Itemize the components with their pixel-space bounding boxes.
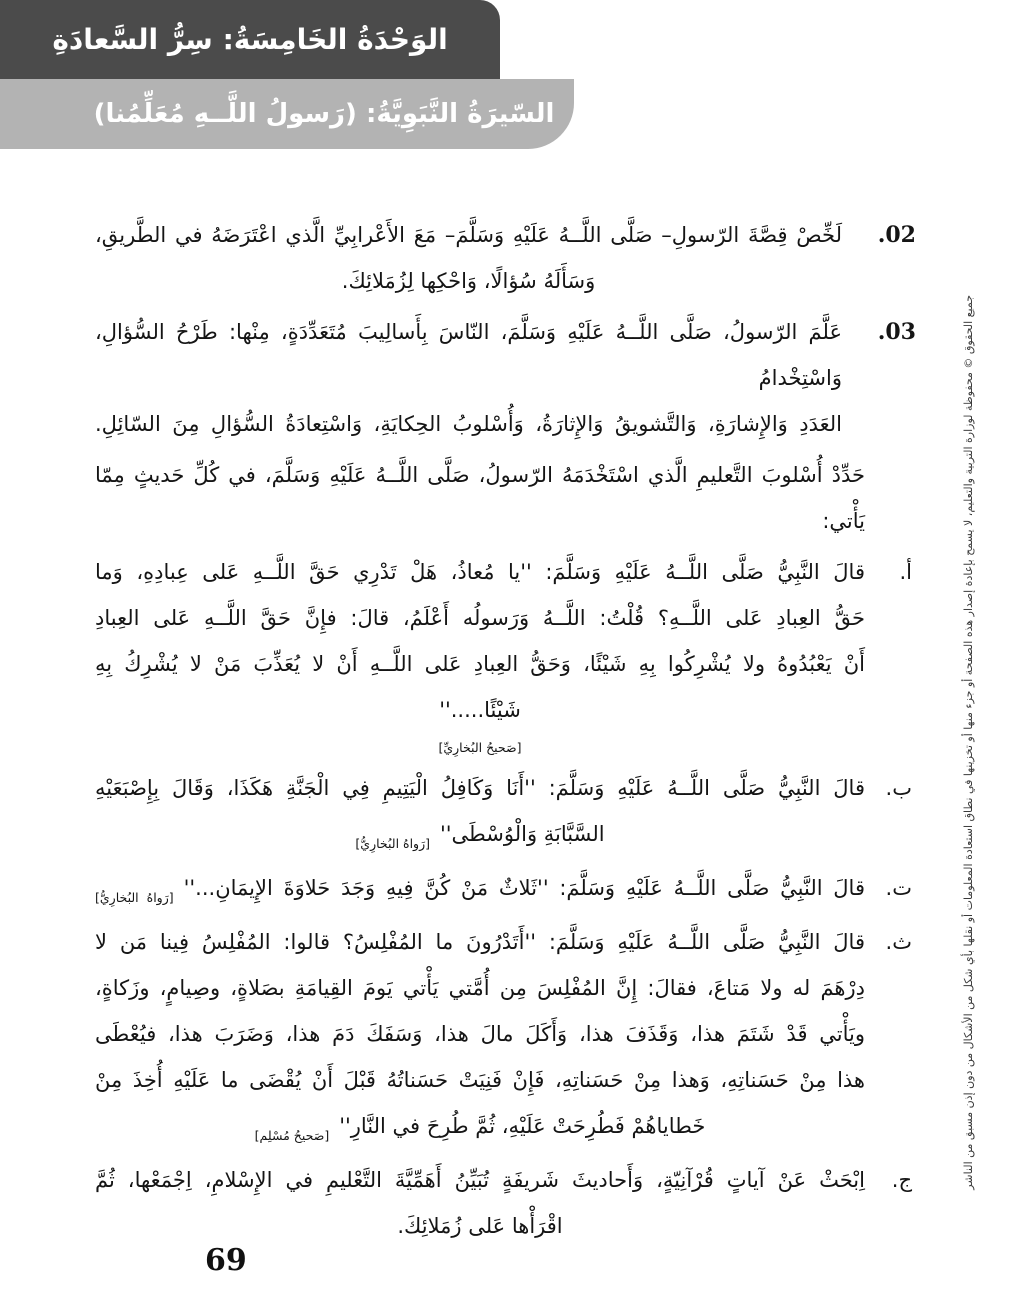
numbered-item (95, 309, 920, 447)
text-line: قالَ النَّبِيُّ صَلَّى اللَّــهُ عَلَيْهِ وَسَلَّمَ: ''أَتَدْرُونَ ما المُفْلِسُ؟ قالوا: المُفْلِسُ فِينا مَن لا (95, 930, 865, 954)
text-line: قالَ النَّبِيُّ صَلَّى اللَّــهُ عَلَيْهِ وَسَلَّمَ: ''أَنَا وَكَافِلُ الْيَتِيمِ فِي الْجَنَّةِ هَكَذَا، وَقَالَ بِإِصْبَعَيْهِ (95, 776, 865, 800)
text-line: قالَ النَّبِيُّ صَلَّى اللَّــهُ عَلَيْهِ وَسَلَّمَ: ''ثَلاثٌ مَنْ كُنَّ فِيهِ وَجَدَ حَلاوَةَ $الإِيمَانِ...''_{[رَواهُ البُخارِيُّ]}$ (95, 876, 865, 905)
text-line: وَسَأَلَهُ سُؤالًا، وَاحْكِها لِزُمَلائِكَ. (341, 269, 596, 293)
lettered-item (95, 1157, 920, 1249)
instruction-line (95, 452, 920, 544)
item-marker: أ. (899, 560, 912, 584)
text-line: دِرْهَمَ له ولا مَتاعَ، فقالَ: إِنَّ المُفْلِسَ مِن أُمَّتي يَأْتي يَومَ القِيامَةِ بصَلاةٍ، وصِيامٍ، وزَكاةٍ، (95, 976, 865, 1000)
text-line: لَخِّصْ قِصَّةَ الرّسولِ– صَلَّى اللَّــهُ عَلَيْهِ وَسَلَّمَ– مَعَ الأَعْرابِيِّ الَّذي اعْتَرَضَهُ في الطَّريقِ، (95, 223, 842, 247)
text-line (95, 733, 865, 760)
text-line: ويَأْتي قَدْ شَتَمَ هذا، وَقَذَفَ هذا، وَأَكَلَ مالَ هذا، وَسَفَكَ دَمَ هذا، وَضَرَبَ هذا، فيُعْطَى (95, 1022, 865, 1046)
text-line: حَقُّ العِبادِ عَلى اللَّــهِ؟ قُلْتُ: اللَّــهُ وَرَسولُه أَعْلَمُ، قالَ: فإِنَّ حَقَّ اللَّــهِ عَلى العِبادِ (95, 606, 865, 630)
text-line: خَطاياهُمْ فَطُرِحَتْ عَلَيْهِ، ثُمَّ طُرِحَ في $النَّارِ''_{[صَحيحُ مُسْلِم]}$ (254, 1114, 706, 1143)
text-line: قالَ النَّبِيُّ صَلَّى اللَّــهُ عَلَيْهِ وَسَلَّمَ: ''يا مُعاذُ، هَلْ تَدْرِي حَقَّ اللَّــهِ عَلى عِبادِهِ، وَما (95, 560, 865, 584)
lesson-title-banner (0, 79, 574, 149)
text-line: حَدِّدْ أُسْلوبَ التَّعليمِ الَّذي اسْتَخْدَمَهُ الرّسولُ، صَلَّى اللَّــهُ عَلَيْهِ وَسَلَّمَ، في كُلِّ حَديثٍ مِمّا يَأْتي: (95, 463, 865, 533)
text-line: اقْرَأْها عَلى زُمَلائِكَ. (397, 1214, 563, 1238)
item-marker: ث. (885, 930, 912, 954)
hadith-source-citation: [رَواهُ البُخارِيُّ] (355, 836, 430, 851)
item-marker: 03. (877, 319, 916, 345)
lettered-item (95, 865, 920, 914)
item-marker: 02. (877, 222, 916, 248)
item-marker: ب. (885, 776, 912, 800)
numbered-item (95, 212, 920, 304)
lesson-title: السّيرَةُ النَّبَوِيَّةُ: (رَسولُ اللَّــهِ مُعَلِّمُنا) (93, 99, 555, 129)
text-line: أَنْ يَعْبُدُوهُ ولا يُشْرِكُوا بِهِ شَيْئًا، وَحَقُّ العِبادِ عَلى اللَّــهِ أَنْ لا يُعَذِّبَ مَنْ لا يُشْرِكُ بِهِ (95, 652, 865, 676)
hadith-source-citation: [صَحيحُ البُخارِيِّ] (438, 740, 522, 755)
text-line: السَّبَّابَةِ $وَالْوُسْطَى''_{[رَواهُ البُخارِيُّ]}$ (355, 822, 605, 851)
page-number: 69 (205, 1243, 247, 1278)
hadith-source-citation: [صَحيحُ مُسْلِم] (254, 1128, 330, 1143)
hadith-source-citation: [رَواهُ البُخارِيُّ] (95, 890, 174, 905)
lettered-item (95, 765, 920, 860)
item-marker: ج. (891, 1168, 912, 1192)
text-line: اِبْحَثْ عَنْ آياتٍ قُرْآنِيّةٍ، وَأَحاديثَ شَريفَةٍ تُبَيِّنُ أَهَمِّيَّةَ التَّعْليمِ في الإِسْلامِ، اِجْمَعْها، ثُمَّ (95, 1168, 865, 1192)
unit-title: الوَحْدَةُ الخَامِسَةُ: سِرُّ السَّعادَةِ (52, 23, 448, 56)
text-line: العَدَدِ وَالإِشارَةِ، وَالتَّشويقُ وَالإِثارَةُ، وَأُسْلوبُ الحِكايَةِ، وَاسْتِعادَةُ السُّؤالِ مِنَ السّائِلِ. (95, 412, 842, 436)
text-line: عَلَّمَ الرّسولُ، صَلَّى اللَّــهُ عَلَيْهِ وَسَلَّمَ، النّاسَ بِأَسالِيبَ مُتَعَدِّدَةٍ، مِنْها: طَرْحُ السُّؤالِ، وَاسْتِخْدامُ (95, 320, 842, 390)
lettered-item (95, 919, 920, 1152)
text-line: شَيْئًا.....'' (439, 698, 521, 722)
lettered-item (95, 549, 920, 760)
item-marker: ت. (885, 876, 912, 900)
text-line: هذا مِنْ حَسَناتِهِ، وَهذا مِنْ حَسَناتِهِ، فَإِنْ فَنِيَتْ حَسَناتُهُ قَبْلَ أَنْ يُقْضَى ما عَلَيْهِ أُخِذَ مِنْ (95, 1068, 865, 1092)
unit-title-banner (0, 0, 500, 79)
exercise-content (95, 212, 920, 1254)
copyright-notice: جميع الحقوق © محفوظة لوزارة التربية والتعليم، لا يسمح بإعادة إصدار هذه الصفحة أو جزء منها أو تخزينها في نطاق استعادة المعلومات أو نقلها بأي شكل من الأشكال من دون إذن مسبق من الناشر (962, 295, 975, 1190)
